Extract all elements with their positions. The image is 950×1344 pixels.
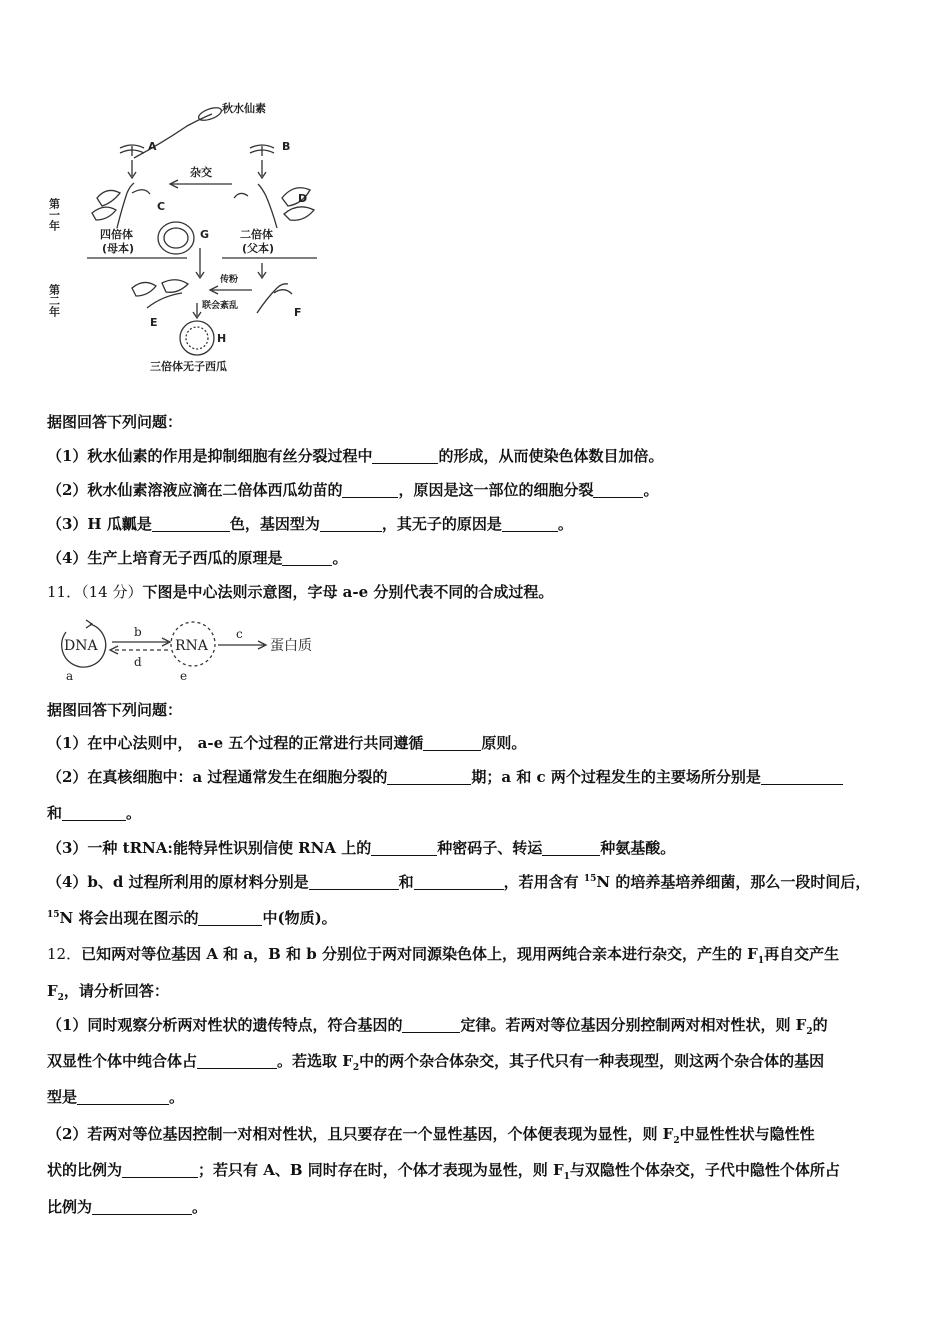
q10-part4: （4）生产上培育无子西瓜的原理是 。 [47, 549, 348, 567]
label-d: d [134, 655, 142, 669]
label-D: D [298, 192, 308, 205]
answer-blank[interactable] [198, 910, 262, 926]
answer-blank[interactable] [309, 874, 399, 890]
q11-part4-cont: $^{15}$N 将会出现在图示的 中(物质)。 [47, 909, 337, 927]
label-pollinate: 传粉 [220, 275, 239, 285]
label-year2: 第二年 [47, 284, 61, 317]
label-meiosis: 联会紊乱 [202, 301, 239, 311]
answer-blank[interactable] [542, 840, 600, 856]
q11-intro: 据图回答下列问题： [47, 701, 183, 719]
label-rna: RNA [175, 638, 208, 654]
answer-blank[interactable] [387, 769, 471, 785]
q12-stem: 12．已知两对等位基因 A 和 a，B 和 b 分别位于两对同源染色体上，现用两纯合亲本进行杂交，产生的 $F_1$再自交产生 [47, 945, 840, 966]
watermelon-breeding-diagram [47, 98, 342, 378]
q10-part2: （2）秋水仙素溶液应滴在二倍体西瓜幼苗的 ，原因是这一部位的细胞分裂 。 [47, 481, 659, 499]
q11-part1: （1）在中心法则中， a-e 五个过程的正常进行共同遵循 原则。 [47, 734, 527, 752]
label-F: F [294, 306, 302, 319]
q12-part1-cont: 双显性个体中纯合体占 。若选取 $F_2$中的两个杂合体杂交，其子代只有一种表现型，则这两个杂合体的基因 [47, 1052, 825, 1073]
q12-part2: （2）若两对等位基因控制一对相对性状，且只要存在一个显性基因，个体便表现为显性，则 $F_2$中显性性状与隐性性 [47, 1125, 815, 1146]
answer-blank[interactable] [62, 805, 126, 821]
answer-blank[interactable] [371, 840, 437, 856]
q11-part2-cont: 和 。 [47, 804, 142, 822]
answer-blank[interactable] [197, 1053, 277, 1069]
q12-part1: （1）同时观察分析两对性状的遗传特点，符合基因的 定律。若两对等位基因分别控制两对相对性状，则 $F_2$的 [47, 1016, 828, 1037]
label-E: E [150, 316, 158, 329]
label-protein: 蛋白质 [270, 638, 312, 654]
q11-part4: （4）b、d 过程所利用的原材料分别是 和 ，若用含有 $^{15}$N 的培养基培养细菌，那么一段时间后， [47, 873, 871, 891]
q10-part3: （3）H 瓜瓤是 色，基因型为 ，其无子的原因是 。 [47, 515, 573, 533]
answer-blank[interactable] [282, 550, 332, 566]
q12-part1-cont2: 型是 。 [47, 1088, 185, 1106]
q11-header: 11．（14 分）下图是中心法则示意图，字母 a-e 分别代表不同的合成过程。 [47, 583, 554, 601]
q11-part2: （2）在真核细胞中：a 过程通常发生在细胞分裂的 期；a 和 c 两个过程发生的主要场所分别是 [47, 767, 843, 787]
answer-blank[interactable] [423, 735, 481, 751]
label-G: G [200, 228, 210, 241]
answer-blank[interactable] [152, 516, 230, 532]
q12-part2-cont: 状的比例为 ；若只有 A、B 同时存在时，个体才表现为显性，则 $F_1$与双隐性个体杂交，子代中隐性个体所占 [47, 1161, 840, 1182]
label-c: c [236, 627, 243, 641]
answer-blank[interactable] [414, 874, 504, 890]
label-diploid: 二倍体 [240, 228, 273, 241]
label-mother: (母本) [102, 242, 135, 255]
answer-blank[interactable] [402, 1017, 460, 1033]
label-tetraploid: 四倍体 [100, 228, 133, 241]
label-C: C [157, 200, 166, 213]
answer-blank[interactable] [122, 1162, 198, 1178]
label-cross: 杂交 [190, 166, 212, 179]
central-dogma-diagram [50, 612, 340, 684]
label-B: B [282, 140, 291, 153]
label-A: A [148, 140, 157, 153]
q12-stem-cont: $F_2$，请分析回答： [47, 982, 169, 1003]
q11-part3: （3）一种 tRNA:能特异性识别信使 RNA 上的 种密码子、转运 种氨基酸。 [47, 839, 676, 857]
label-year1: 第一年 [47, 198, 61, 231]
answer-blank[interactable] [77, 1089, 169, 1105]
answer-blank[interactable] [593, 482, 643, 498]
label-triploid: 三倍体无子西瓜 [150, 360, 227, 373]
answer-blank[interactable] [372, 448, 438, 464]
q10-intro: 据图回答下列问题： [47, 413, 183, 431]
answer-blank[interactable] [92, 1199, 192, 1215]
label-H: H [217, 332, 227, 345]
q12-part2-cont2: 比例为 。 [47, 1198, 208, 1216]
answer-blank[interactable] [502, 516, 558, 532]
label-b: b [134, 625, 142, 639]
answer-blank[interactable] [761, 769, 843, 785]
answer-blank[interactable] [320, 516, 382, 532]
label-father: (父本) [242, 242, 275, 255]
label-a: a [66, 669, 74, 683]
q10-part1: （1）秋水仙素的作用是抑制细胞有丝分裂过程中 的形成，从而使染色体数目加倍。 [47, 447, 664, 465]
label-e: e [180, 669, 188, 683]
answer-blank[interactable] [342, 482, 398, 498]
label-colchicine: 秋水仙素 [222, 102, 266, 115]
label-dna: DNA [64, 638, 98, 654]
